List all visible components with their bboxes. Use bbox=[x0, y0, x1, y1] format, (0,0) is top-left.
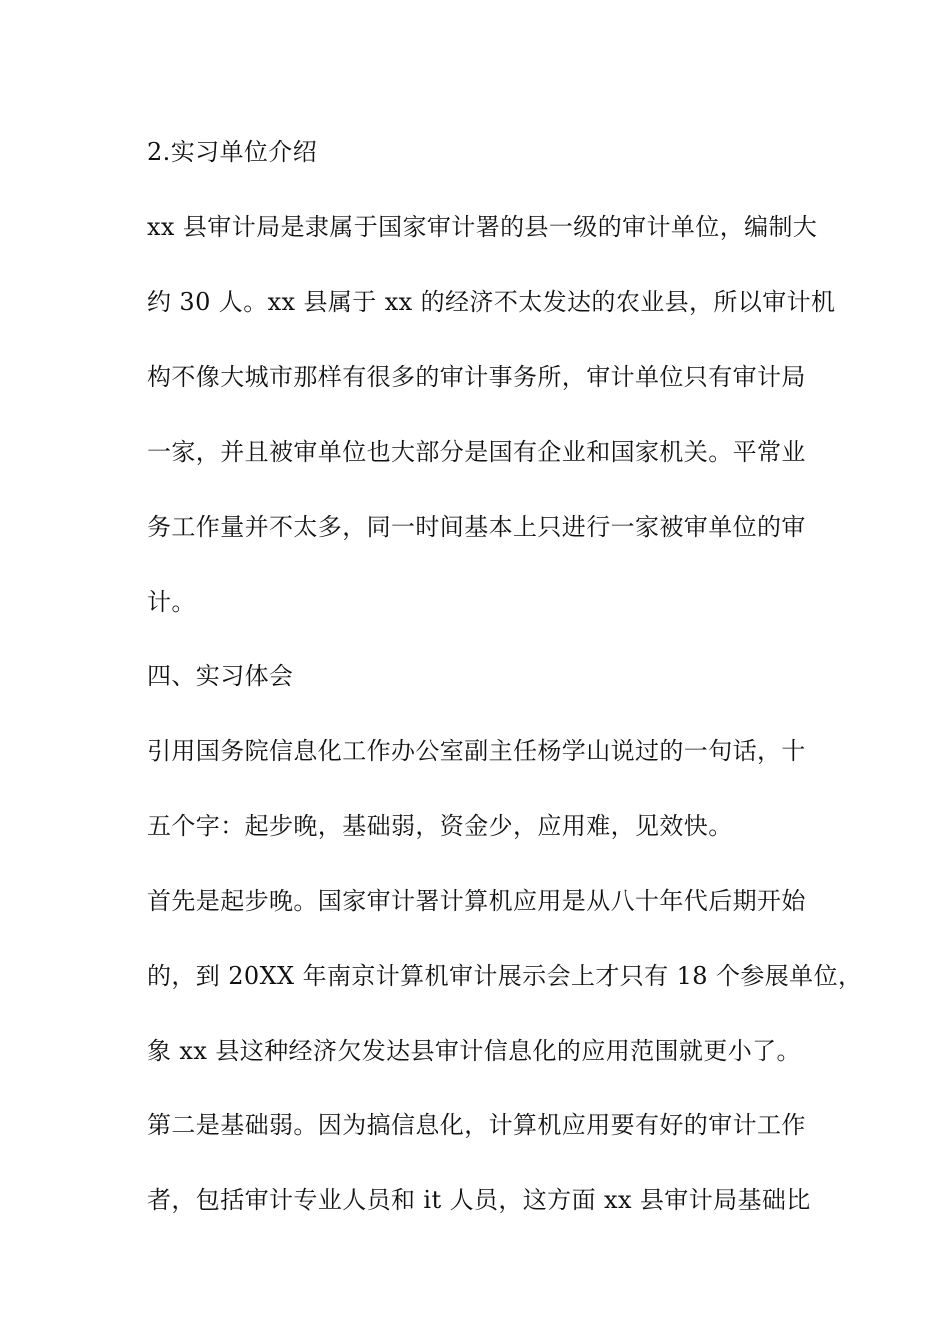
paragraph-line: xx 县审计局是隶属于国家审计署的县一级的审计单位，编制大 bbox=[147, 213, 818, 241]
paragraph-line: 首先是起步晚。国家审计署计算机应用是从八十年代后期开始 bbox=[147, 887, 806, 915]
paragraph-line: 一家，并且被审单位也大部分是国有企业和国家机关。平常业 bbox=[147, 438, 806, 466]
paragraph-line: 引用国务院信息化工作办公室副主任杨学山说过的一句话，十 bbox=[147, 737, 806, 765]
paragraph-line: 构不像大城市那样有很多的审计事务所，审计单位只有审计局 bbox=[147, 363, 806, 391]
paragraph-line: 计。 bbox=[147, 588, 196, 616]
paragraph-line: 务工作量并不太多，同一时间基本上只进行一家被审单位的审 bbox=[147, 513, 806, 541]
paragraph-line: 约 30 人。xx 县属于 xx 的经济不太发达的农业县，所以审计机 bbox=[147, 288, 836, 316]
paragraph-line: 者，包括审计专业人员和 it 人员，这方面 xx 县审计局基础比 bbox=[147, 1186, 811, 1214]
paragraph-line: 第二是基础弱。因为搞信息化，计算机应用要有好的审计工作 bbox=[147, 1111, 806, 1139]
section-heading: 四、实习体会 bbox=[147, 662, 294, 690]
paragraph-line: 象 xx 县这种经济欠发达县审计信息化的应用范围就更小了。 bbox=[147, 1037, 801, 1065]
paragraph-line: 五个字：起步晚，基础弱，资金少，应用难，见效快。 bbox=[147, 812, 733, 840]
section-heading: 2.实习单位介绍 bbox=[147, 138, 318, 166]
paragraph-line: 的，到 20XX 年南京计算机审计展示会上才只有 18 个参展单位， bbox=[147, 962, 863, 990]
